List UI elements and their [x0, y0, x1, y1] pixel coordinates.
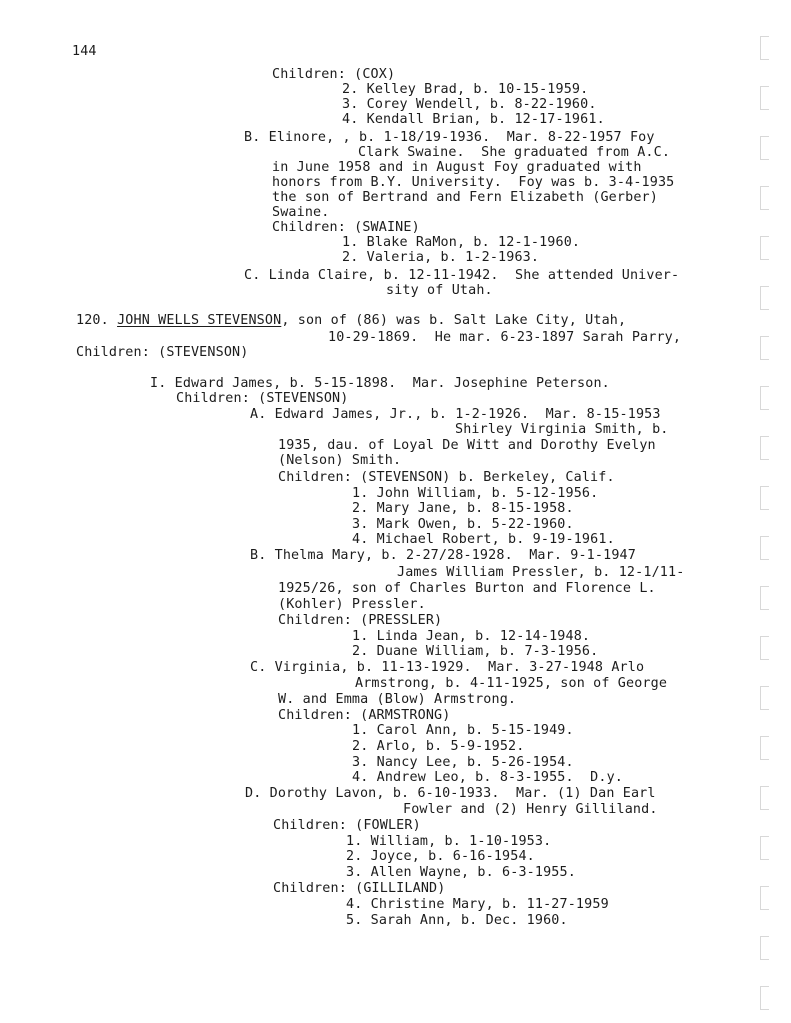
stevenson-children-header: Children: (STEVENSON)	[76, 345, 249, 360]
linda-line: C. Linda Claire, b. 12-11-1942. She attended Univer-	[244, 268, 680, 283]
elinore-line: Swaine.	[272, 205, 330, 220]
swaine-children-header: Children: (SWAINE)	[272, 220, 420, 235]
index-tab	[760, 236, 769, 260]
elinore-line: honors from B.Y. University. Foy was b. 3-4-1935	[272, 175, 675, 190]
virginia-line: Armstrong, b. 4-11-1925, son of George	[355, 676, 668, 691]
index-tab	[760, 36, 769, 60]
page-number: 144	[72, 44, 97, 59]
armstrong-child: 1. Carol Ann, b. 5-15-1949.	[352, 723, 574, 738]
cox-child: 4. Kendall Brian, b. 12-17-1961.	[342, 112, 605, 127]
index-tab	[760, 486, 769, 510]
index-tab	[760, 136, 769, 160]
entry-line-rest: , son of (86) was b. Salt Lake City, Utah,	[281, 313, 627, 328]
thelma-line: B. Thelma Mary, b. 2-27/28-1928. Mar. 9-1-1947	[250, 548, 636, 563]
linda-line: sity of Utah.	[386, 283, 493, 298]
edward-jr-line: (Nelson) Smith.	[278, 453, 402, 468]
elinore-line: B. Elinore, , b. 1-18/19-1936. Mar. 8-22-1957 Foy	[244, 130, 655, 145]
cox-child: 3. Corey Wendell, b. 8-22-1960.	[342, 97, 597, 112]
edward-jr-line: 1935, dau. of Loyal De Witt and Dorothy Evelyn	[278, 438, 656, 453]
edward-jr-child: 1. John William, b. 5-12-1956.	[352, 486, 599, 501]
edward-jr-child: 4. Michael Robert, b. 9-19-1961.	[352, 532, 615, 547]
pressler-child: 2. Duane William, b. 7-3-1956.	[352, 644, 599, 659]
virginia-line: C. Virginia, b. 11-13-1929. Mar. 3-27-1948 Arlo	[250, 660, 645, 675]
edward-line: I. Edward James, b. 5-15-1898. Mar. Josephine Peterson.	[150, 376, 610, 391]
fowler-children-header: Children: (FOWLER)	[273, 818, 421, 833]
dorothy-line: D. Dorothy Lavon, b. 6-10-1933. Mar. (1) Dan Earl	[245, 786, 656, 801]
swaine-child: 1. Blake RaMon, b. 12-1-1960.	[342, 235, 581, 250]
index-tab	[760, 636, 769, 660]
entry-120-line: 10-29-1869. He mar. 6-23-1897 Sarah Parry,	[328, 330, 682, 345]
edward-children-header: Children: (STEVENSON)	[176, 391, 349, 406]
index-tab	[760, 586, 769, 610]
index-tab	[760, 336, 769, 360]
index-tab	[760, 186, 769, 210]
index-tab	[760, 386, 769, 410]
fowler-child: 2. Joyce, b. 6-16-1954.	[346, 849, 535, 864]
index-tab	[760, 436, 769, 460]
swaine-child: 2. Valeria, b. 1-2-1963.	[342, 250, 540, 265]
virginia-line: W. and Emma (Blow) Armstrong.	[278, 692, 517, 707]
edward-jr-children-header: Children: (STEVENSON) b. Berkeley, Calif.	[278, 470, 615, 485]
fowler-child: 1. William, b. 1-10-1953.	[346, 834, 552, 849]
cox-child: 2. Kelley Brad, b. 10-15-1959.	[342, 82, 589, 97]
index-tab	[760, 886, 769, 910]
thelma-line: (Kohler) Pressler.	[278, 597, 426, 612]
edward-jr-line: Shirley Virginia Smith, b.	[455, 422, 669, 437]
entry-name: JOHN WELLS STEVENSON	[117, 313, 282, 328]
index-tab	[760, 836, 769, 860]
armstrong-child: 3. Nancy Lee, b. 5-26-1954.	[352, 755, 574, 770]
index-tab	[760, 86, 769, 110]
index-tabs-edge	[751, 0, 791, 1023]
edward-jr-child: 3. Mark Owen, b. 5-22-1960.	[352, 517, 574, 532]
elinore-line: Clark Swaine. She graduated from A.C.	[358, 145, 671, 160]
index-tab	[760, 536, 769, 560]
gilliland-child: 5. Sarah Ann, b. Dec. 1960.	[346, 913, 568, 928]
entry-number: 120.	[76, 313, 118, 328]
thelma-line: 1925/26, son of Charles Burton and Florence L.	[278, 581, 656, 596]
pressler-child: 1. Linda Jean, b. 12-14-1948.	[352, 629, 591, 644]
armstrong-child: 4. Andrew Leo, b. 8-3-1955. D.y.	[352, 770, 623, 785]
thelma-line: James William Pressler, b. 12-1/11-	[397, 565, 685, 580]
pressler-children-header: Children: (PRESSLER)	[278, 613, 443, 628]
gilliland-child: 4. Christine Mary, b. 11-27-1959	[346, 897, 609, 912]
index-tab	[760, 936, 769, 960]
index-tab	[760, 686, 769, 710]
index-tab	[760, 736, 769, 760]
gilliland-children-header: Children: (GILLILAND)	[273, 881, 446, 896]
fowler-child: 3. Allen Wayne, b. 6-3-1955.	[346, 865, 576, 880]
edward-jr-child: 2. Mary Jane, b. 8-15-1958.	[352, 501, 574, 516]
elinore-line: in June 1958 and in August Foy graduated with	[272, 160, 642, 175]
edward-jr-line: A. Edward James, Jr., b. 1-2-1926. Mar. 8-15-1953	[250, 407, 661, 422]
index-tab	[760, 286, 769, 310]
elinore-line: the son of Bertrand and Fern Elizabeth (Gerber)	[272, 190, 658, 205]
armstrong-children-header: Children: (ARMSTRONG)	[278, 708, 451, 723]
armstrong-child: 2. Arlo, b. 5-9-1952.	[352, 739, 525, 754]
cox-children-header: Children: (COX)	[272, 67, 396, 82]
dorothy-line: Fowler and (2) Henry Gilliland.	[403, 802, 658, 817]
entry-120-heading	[76, 313, 626, 328]
index-tab	[760, 986, 769, 1010]
index-tab	[760, 786, 769, 810]
